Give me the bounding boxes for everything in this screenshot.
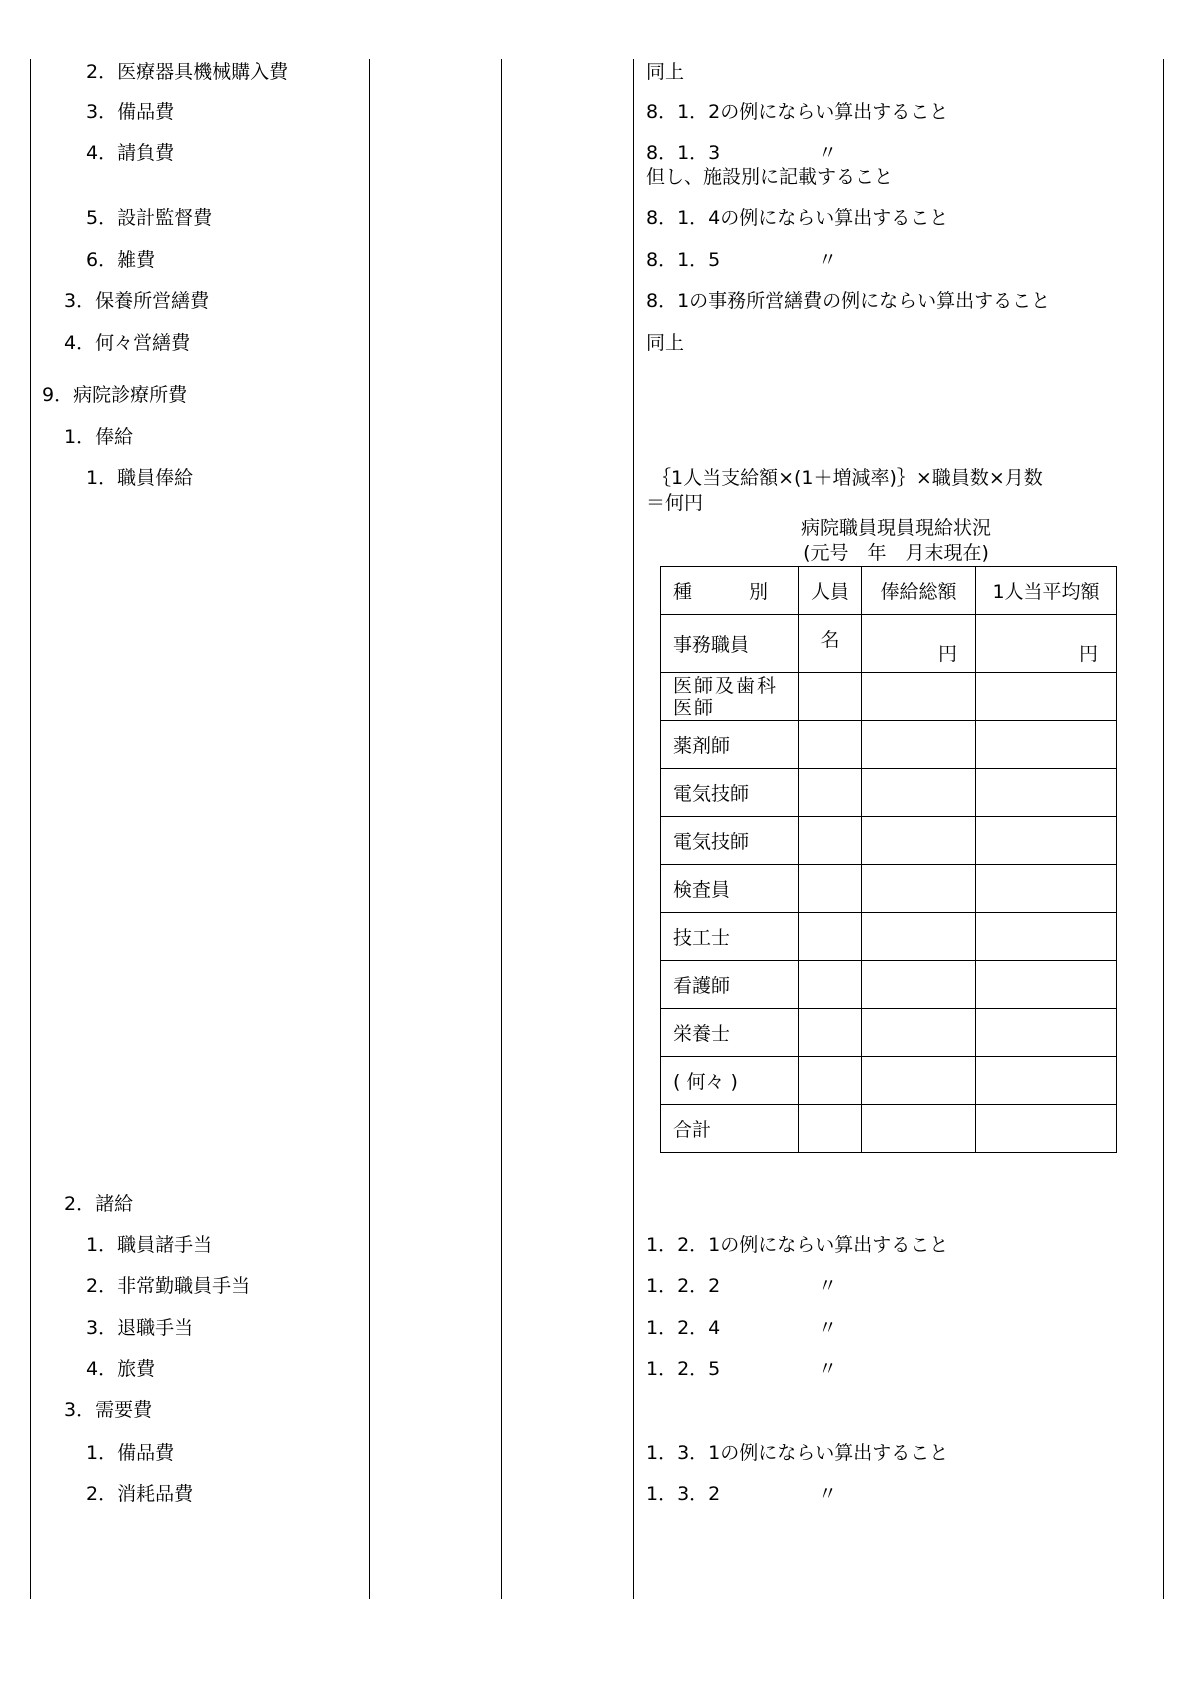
column-divider [30,59,31,1599]
note: 8．1．4の例にならい算出すること [646,207,949,229]
table-row [661,721,1117,769]
row-label: 電気技師 [661,817,799,865]
header-average: 1人当平均額 [976,567,1117,615]
ditto-mark: 〃 [818,1317,838,1339]
unit-yen: 円 [1078,643,1098,665]
column-divider [501,59,502,1599]
table-row [661,865,1117,913]
header-total-salary: 俸給総額 [862,567,976,615]
row-label: 合計 [661,1105,799,1153]
item: 4．何々営繕費 [64,332,191,354]
table-row [661,1105,1117,1153]
table-row [661,673,1117,721]
note: 1．3．2 [646,1483,721,1505]
table-row [661,769,1117,817]
item: 3．備品費 [86,101,175,123]
header-category: 種 別 [661,567,799,615]
row-label: 技工士 [661,913,799,961]
formula: ｛1人当支給額×(1＋増減率)｝×職員数×月数 [652,467,1043,489]
note: 8．1．5 [646,249,721,271]
note: 1．2．2 [646,1275,721,1297]
section-heading: 9．病院診療所費 [42,384,188,406]
note: 8．1．2の例にならい算出すること [646,101,949,123]
row-label: ( 何々 ) [661,1057,799,1105]
note: 但し、施設別に記載すること [646,166,894,188]
item: 3．保養所営繕費 [64,290,210,312]
table-row [661,1057,1117,1105]
row-label: 栄養士 [661,1009,799,1057]
item: 2．医療器具機械購入費 [86,61,289,83]
item: 6．雑費 [86,249,156,271]
formula-result: ＝何円 [646,492,704,514]
row-label: 医師及歯科医師 [661,673,799,721]
header-people: 人員 [799,567,862,615]
item: 4．請負費 [86,142,175,164]
item: 1．職員俸給 [86,467,194,489]
row-label: 電気技師 [661,769,799,817]
item: 4．旅費 [86,1358,156,1380]
note: 8．1．3 [646,142,721,164]
column-divider [369,59,370,1599]
table-title: 病院職員現員現給状況 [800,517,991,539]
table-subtitle: (元号 年 月末現在) [803,542,989,564]
item: 2．消耗品費 [86,1483,194,1505]
note: 1．2．5 [646,1358,721,1380]
item: 2．非常勤職員手当 [86,1275,251,1297]
note: 8．1の事務所営繕費の例にならい算出すること [646,290,1051,312]
column-divider [633,59,634,1599]
ditto-mark: 〃 [818,1483,838,1505]
ditto-mark: 〃 [818,142,838,164]
unit-people: 名 [799,615,862,673]
item: 5．設計監督費 [86,207,213,229]
row-label: 事務職員 [661,615,799,673]
note: 1．2．1の例にならい算出すること [646,1234,949,1256]
note: 1．2．4 [646,1317,721,1339]
row-label: 検査員 [661,865,799,913]
item: 1．備品費 [86,1442,175,1464]
item: 3．退職手当 [86,1317,194,1339]
table-row [661,961,1117,1009]
row-label: 看護師 [661,961,799,1009]
table-row [661,615,1117,673]
item: 1．職員諸手当 [86,1234,213,1256]
unit-yen: 円 [937,643,957,665]
staff-salary-table [660,566,1117,1153]
item: 2．諸給 [64,1193,134,1215]
ditto-mark: 〃 [818,249,838,271]
note: 1．3．1の例にならい算出すること [646,1442,949,1464]
ditto-mark: 〃 [818,1358,838,1380]
row-label: 薬剤師 [661,721,799,769]
ditto-mark: 〃 [818,1275,838,1297]
table-row [661,817,1117,865]
table-header-row [661,567,1117,615]
column-divider [1163,59,1164,1599]
table-row [661,913,1117,961]
item: 3．需要費 [64,1399,153,1421]
table-row [661,1009,1117,1057]
note: 同上 [646,61,685,83]
note: 同上 [646,332,685,354]
item: 1．俸給 [64,426,134,448]
